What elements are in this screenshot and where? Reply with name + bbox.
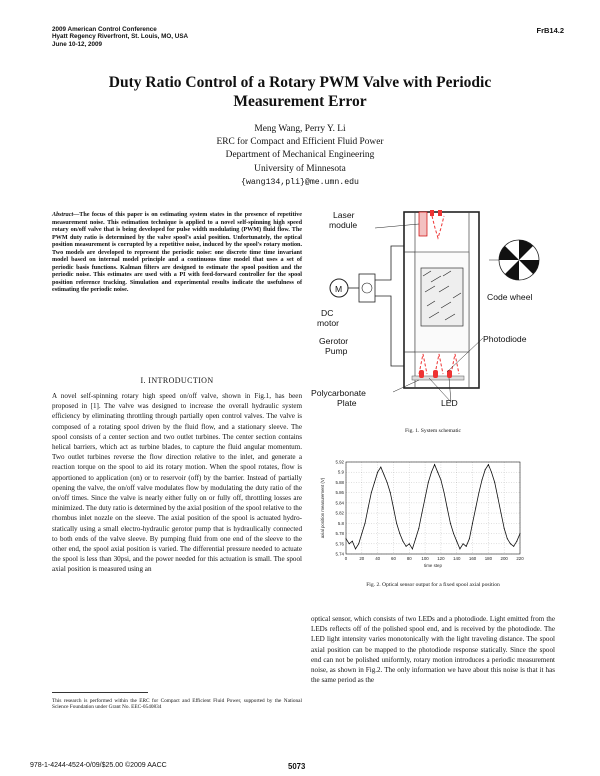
data-point: [510, 543, 511, 544]
paper-title: [40, 73, 560, 111]
data-point: [440, 479, 441, 480]
x-tick-label: 20: [359, 556, 365, 561]
data-point: [393, 508, 394, 509]
data-point: [488, 464, 489, 465]
data-point: [478, 492, 479, 493]
data-point: [380, 467, 381, 468]
x-tick-label: 160: [468, 556, 477, 561]
data-point: [447, 508, 448, 509]
data-point: [497, 497, 498, 498]
abstract: Abstract—The focus of this paper is on estimating system states in the presence of repetitive measurement noise. This estimation technique is applied to a novel self-spinning high speed rotary on/off valve that is being developed for pulse width modulating (PWM) fluid flow. The PWM duty ratio is determined by the valve spool's axial position. Unfortunately, the optical position measurement is corrupted by a repetitive noise, induced by the spool's rotary motion. Two models are developed to represent the periodic noise: one discrete time time invariant model based on internal model principle and a continuous time model that uses a set of periodic basis functions. Kalman filters are designed to estimate the spool position and the periodic noise. This estimates are used with a PI with feed-forward controller for the spool position reference tracking. Simulation and experimental results indicate the usefulness of estimating the periodic noise.: [52, 212, 302, 294]
y-tick-label: 5.9: [337, 469, 344, 475]
data-point: [463, 543, 464, 544]
data-point: [390, 492, 391, 493]
affiliation-line: University of Minnesota: [254, 163, 346, 174]
plot-frame: [346, 462, 520, 554]
x-tick-label: 80: [406, 556, 412, 561]
gerotor-pump-body: [359, 274, 375, 302]
footnote-divider: [52, 692, 148, 693]
label-pump: Pump: [325, 346, 348, 356]
x-tick-label: 60: [391, 556, 396, 561]
title-line: Duty Ratio Control of a Rotary PWM Valve with Periodic: [108, 74, 492, 91]
label-motor: motor: [317, 318, 339, 328]
x-tick-label: 120: [437, 556, 445, 561]
intro-paragraph: A novel self-spinning rotary high speed on/off valve, shown in Fig.1, has been proposed in [1]. The valve was designed to increase the overall hydraulic system efficiency by eliminating throttling through partially open control valves. The valve is composed of a rotating spool driven by the fluid flow, and a stationary sleeve. The spool consists of a center section and two outlet turbines. The center section contains helical barriers, which act as turbine blades, to capture the fluid angular momentum. Two outlet turbines reverse the flow direction relative to the inlet, and generate a reaction torque on the spool to aid its rotary motion. When the spool rotates, flow is apportioned to application (on) or to reservoir (off) by the barrier. Instead of partially opening the valve, the on/off valve modulates flow by modulating the duty ratio of the on/off times. Since the valve is nearly either fully on or fully off, throttling losses are minimized. The duty ratio is determined by the axial position of the spool relative to the rhombus inlet nozzle on the sleeve. The axial position of the spool is actuated hydro-statically using a small electro-hydraulic gerotor pump that is hydraulically connected to both ends of the valve sleeve. By pumping fluid from one end of the sleeve to the other end, the spool axial position is varied. The differential pressure needed to actuate the spool is less than 30psi, and the power needed for this actuation is small. The spool axial position is measured using an: [52, 392, 302, 574]
data-point: [383, 474, 384, 475]
data-point: [352, 541, 353, 542]
y-tick-label: 5.84: [335, 500, 344, 506]
data-point: [444, 492, 445, 493]
x-tick-label: 180: [484, 556, 493, 561]
label-laser: Laser: [333, 210, 355, 220]
data-point: [415, 538, 416, 539]
y-tick-label: 5.74: [335, 551, 344, 557]
x-tick-labels: [345, 556, 524, 561]
figure1-schematic: [311, 206, 555, 426]
x-tick-label: 200: [500, 556, 508, 561]
x-axis-label: time step: [424, 563, 442, 568]
label-module: module: [329, 220, 358, 230]
hydraulic-line-top: [375, 246, 404, 280]
abstract-text: The focus of this paper is on estimating system states in the presence of repetitive measurement noise. This estimation technique is applied to a novel self-spinning high speed rotary on/off valve that is being developed for pulse width modulating (PWM) fluid flow. The PWM duty ratio is determined by the valve spool's axial position. Unfortunately, the optical position measurement is corrupted by a repetitive noise, induced by the spool's rotary motion. Two models are developed to represent the periodic noise: one discrete time time invariant model based on internal model principle and a continuous time model that uses a set of periodic basis functions. Kalman filters are designed to estimate the spool position and the periodic noise. This estimates are used with a PI with feed-forward controller for the spool position reference tracking. Simulation and experimental results indicate the usefulness of estimating the periodic noise.: [52, 212, 302, 294]
data-point: [450, 523, 451, 524]
data-point: [428, 482, 429, 483]
code-wheel-icon: [499, 240, 539, 280]
x-tick-label: 0: [344, 556, 348, 561]
data-point: [368, 508, 369, 509]
page-number: 5073: [288, 762, 306, 771]
session-code: FrB14.2: [536, 26, 564, 35]
conference-line: Hyatt Regency Riverfront, St. Louis, MO, USA: [52, 33, 189, 41]
label-polycarbonate: Polycarbonate: [311, 388, 366, 398]
data-point: [431, 472, 432, 473]
data-point: [418, 528, 419, 529]
y-tick-label: 5.78: [335, 531, 344, 537]
x-tick-label: 220: [516, 556, 524, 561]
figure1-caption: Fig. 1. System schematic: [404, 428, 462, 434]
hydraulic-line-bottom: [375, 296, 404, 366]
label-plate: Plate: [337, 398, 357, 408]
data-point: [412, 548, 413, 549]
email: {wang134,pli}@me.umn.edu: [241, 177, 359, 187]
data-point: [466, 546, 467, 547]
figure2-chart: [316, 456, 526, 574]
data-point: [358, 543, 359, 544]
conference-line: 2009 American Control Conference: [52, 26, 157, 33]
label-code-wheel: Code wheel: [487, 292, 533, 302]
label-dc: DC: [321, 308, 334, 318]
data-point: [459, 548, 460, 549]
footnote: This research is performed within the ERC for Compact and Efficient Fluid Power, supported by the National Science Foundation under Grant No. EEC-0540834: [52, 698, 302, 711]
y-tick-label: 5.88: [335, 479, 344, 485]
chart-grid: [346, 462, 520, 554]
data-point: [402, 541, 403, 542]
y-tick-label: 5.82: [335, 510, 344, 516]
data-point: [387, 482, 388, 483]
y-tick-label: 5.76: [335, 541, 344, 547]
data-point: [494, 482, 495, 483]
data-point: [437, 472, 438, 473]
data-point: [520, 533, 521, 534]
laser-module-body: [419, 212, 427, 236]
data-point: [456, 541, 457, 542]
data-point: [371, 492, 372, 493]
y-tick-labels: [335, 460, 344, 557]
data-point: [396, 523, 397, 524]
y-tick-label: 5.92: [335, 459, 344, 465]
data-point: [434, 464, 435, 465]
author-block: [40, 123, 560, 189]
led-light-path: [451, 354, 459, 374]
title-line: Measurement Error: [233, 93, 367, 110]
data-point: [374, 482, 375, 483]
photodiode-icon: [433, 370, 438, 378]
conference-info: [52, 26, 188, 48]
data-point: [485, 469, 486, 470]
data-point: [453, 533, 454, 534]
data-point: [504, 528, 505, 529]
y-tick-label: 5.8: [337, 520, 344, 526]
data-point: [377, 472, 378, 473]
data-point: [491, 472, 492, 473]
label-photodiode: Photodiode: [483, 334, 527, 344]
label-gerotor: Gerotor: [319, 336, 349, 346]
authors: Meng Wang, Perry Y. Li: [254, 124, 346, 134]
motor-symbol: M: [335, 284, 343, 294]
data-point: [361, 533, 362, 534]
affiliation-line: ERC for Compact and Efficient Fluid Power: [216, 137, 384, 148]
laser-receiver: [438, 210, 442, 216]
data-point: [516, 541, 517, 542]
data-point: [399, 533, 400, 534]
figure2-caption: Fig. 2. Optical sensor output for a fixed spool axial position: [366, 582, 500, 588]
y-axis-label: axial position measurement (V): [320, 477, 325, 539]
data-point: [482, 479, 483, 480]
data-point: [472, 523, 473, 524]
data-point: [349, 543, 350, 544]
series-points: [346, 464, 521, 549]
abstract-label: Abstract: [52, 212, 74, 218]
data-point: [513, 546, 514, 547]
x-tick-label: 140: [453, 556, 461, 561]
label-led: LED: [441, 398, 458, 408]
data-point: [507, 538, 508, 539]
laser-emitter: [430, 210, 434, 216]
leader-line: [375, 224, 419, 228]
data-point: [409, 543, 410, 544]
data-point: [355, 548, 356, 549]
right-paragraph: optical sensor, which consists of two LEDs and a photodiode. Light emitted from the LEDs reflects off of the polished spool end, and is received by the photodiode. The LED light intensity varies monotonically with the light traveling distance. The spool axial position can be mapped to the photodiode response statically. Since the spool end can not be polished uniformly, rotary motion introduces a periodic measurement noise, as shown in Fig.2. The only information we have about this noise is that it has the same period as the: [311, 615, 555, 685]
isbn-line: 978-1-4244-4524-0/09/$25.00 ©2009 AACC: [30, 762, 167, 769]
spool-center-section: [421, 268, 463, 326]
conference-line: June 10-12, 2009: [52, 40, 103, 48]
x-tick-label: 100: [421, 556, 429, 561]
data-point: [475, 508, 476, 509]
data-point: [425, 497, 426, 498]
data-point: [469, 538, 470, 539]
x-tick-label: 40: [375, 556, 381, 561]
led-icon: [419, 370, 424, 378]
data-point: [406, 546, 407, 547]
series-line: [346, 465, 520, 549]
laser-beam: [432, 216, 444, 238]
y-tick-label: 5.86: [335, 490, 344, 496]
section-heading: I. INTRODUCTION: [140, 376, 214, 385]
data-point: [346, 538, 347, 539]
affiliation-line: Department of Mechanical Engineering: [225, 150, 375, 161]
data-point: [501, 513, 502, 514]
data-point: [364, 523, 365, 524]
data-point: [421, 513, 422, 514]
